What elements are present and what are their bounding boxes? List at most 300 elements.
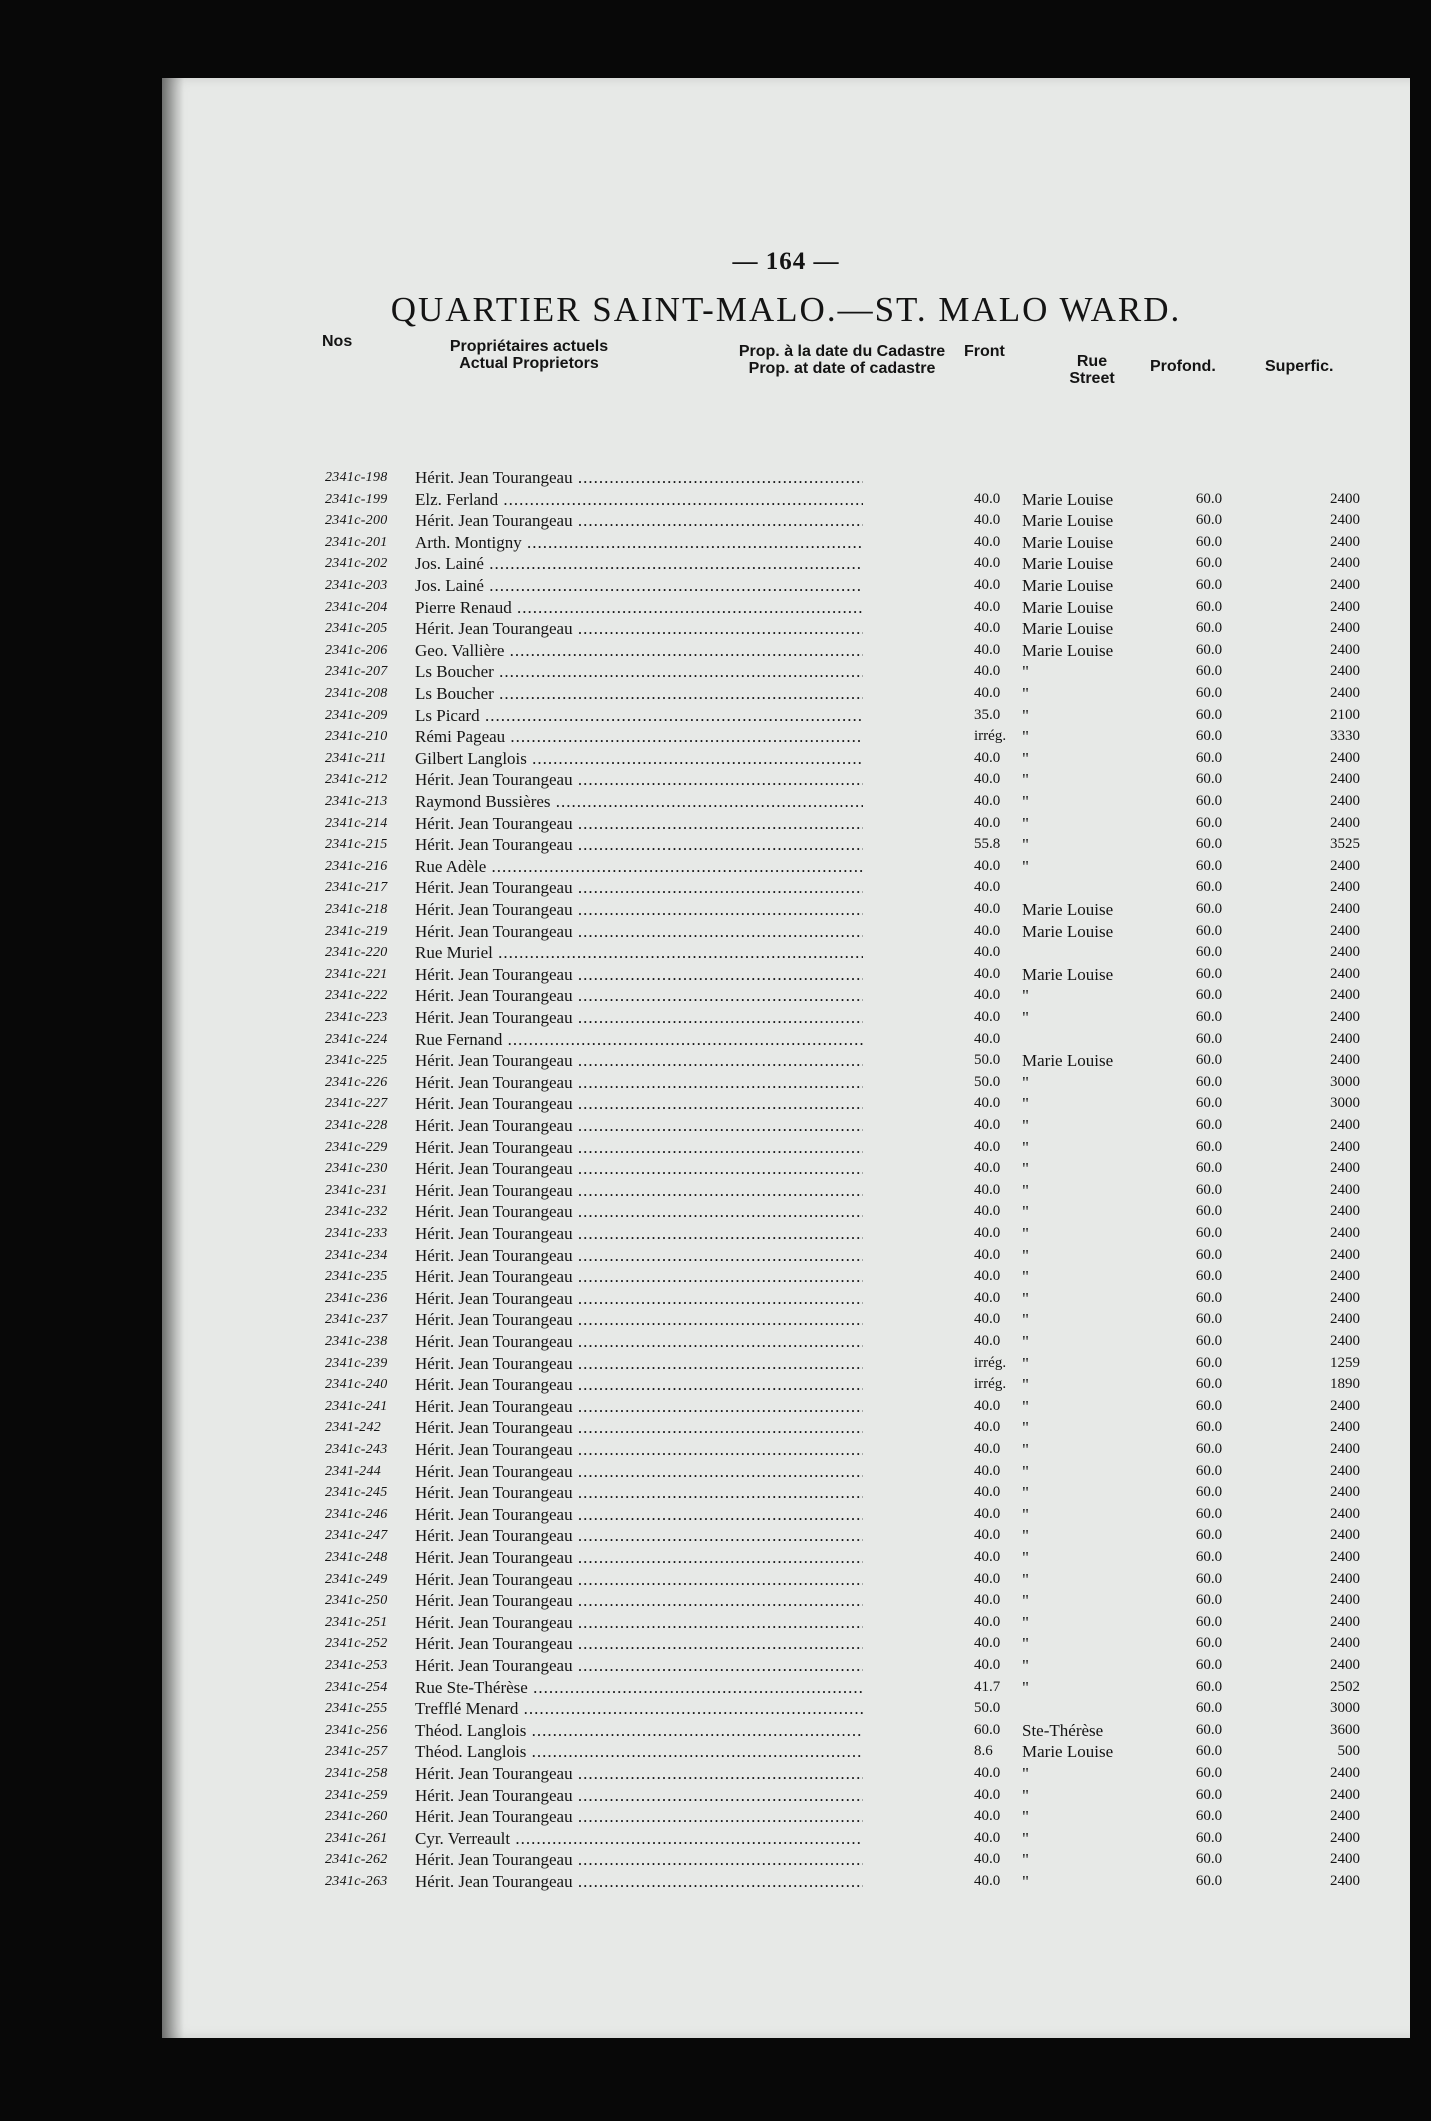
lot-number: 2341c-257: [325, 1744, 388, 1760]
table-row: [162, 510, 1410, 532]
owner-name: Hérit. Jean Tourangeau .....: [415, 1569, 863, 1591]
header-street-en: Street: [1069, 370, 1115, 387]
lot-number: 2341c-240: [325, 1377, 388, 1393]
front-value: 40.0: [974, 1138, 1001, 1155]
header-owners-en: Actual Proprietors: [459, 355, 599, 372]
area-value: 2400: [1330, 1333, 1360, 1349]
table-row: [162, 467, 1410, 489]
lot-number: 2341c-210: [325, 729, 388, 745]
lot-number: 2341c-228: [325, 1118, 388, 1133]
depth-value: 60.0: [1195, 901, 1223, 917]
owner-name: Hérit. Jean Tourangeau .....: [415, 1396, 863, 1418]
table-row: [162, 575, 1410, 597]
depth-value: 60.0: [1195, 1635, 1223, 1652]
table-row: [162, 856, 1410, 878]
owner-name: Hérit. Jean Tourangeau .....: [415, 1655, 863, 1677]
depth-value: 60.0: [1195, 555, 1223, 572]
depth-value: 60.0: [1195, 1484, 1223, 1501]
lot-number: 2341c-217: [325, 880, 388, 896]
lot-number: 2341c-254: [325, 1679, 388, 1695]
front-value: 40.0: [974, 598, 1001, 615]
lot-number: 2341c-253: [325, 1658, 388, 1673]
area-value: 2400: [1330, 1829, 1360, 1846]
street-name: ": [1022, 1137, 1029, 1157]
street-name: Marie Louise: [1022, 511, 1114, 531]
area-value: 500: [1337, 1743, 1360, 1760]
table-row: [162, 1266, 1410, 1288]
owner-name: Hérit. Jean Tourangeau .....: [415, 1612, 863, 1634]
table-row: [162, 1417, 1410, 1439]
lot-number: 2341c-220: [325, 945, 388, 961]
depth-value: 60.0: [1195, 1419, 1223, 1436]
table-row: [162, 1201, 1410, 1223]
area-value: 2400: [1330, 1181, 1360, 1198]
area-value: 3000: [1330, 1095, 1360, 1112]
area-value: 2400: [1330, 555, 1360, 572]
owner-name: Hérit. Jean Tourangeau .....: [415, 899, 863, 921]
area-value: 3525: [1330, 836, 1360, 853]
front-value: 60.0: [974, 1721, 1001, 1738]
front-value: 40.0: [974, 1873, 1001, 1889]
owner-name: Hérit. Jean Tourangeau .....: [415, 467, 863, 489]
table-row: [162, 1137, 1410, 1159]
owner-name: Hérit. Jean Tourangeau .....: [415, 1590, 863, 1612]
front-value: 40.0: [974, 1635, 1001, 1652]
street-name: Marie Louise: [1022, 597, 1114, 617]
lot-number: 2341c-239: [325, 1355, 388, 1371]
lot-number: 2341-244: [325, 1463, 382, 1479]
owner-name: Hérit. Jean Tourangeau .....: [415, 1245, 863, 1267]
depth-value: 60.0: [1195, 512, 1223, 529]
table-row: [162, 1677, 1410, 1699]
street-name: ": [1022, 1785, 1029, 1805]
lot-number: 2341c-249: [325, 1571, 388, 1587]
area-value: 2400: [1330, 1765, 1360, 1781]
lot-number: 2341c-226: [325, 1074, 388, 1090]
area-value: 2400: [1330, 1138, 1360, 1155]
area-value: 2400: [1330, 1311, 1360, 1328]
front-value: 40.0: [974, 490, 1001, 507]
table-row: [162, 1158, 1410, 1180]
lot-number: 2341c-207: [325, 664, 388, 680]
owner-name: Hérit. Jean Tourangeau .....: [415, 985, 863, 1007]
street-name: Marie Louise: [1022, 489, 1114, 509]
lot-number: 2341c-262: [325, 1852, 388, 1868]
area-value: 2400: [1330, 1009, 1360, 1025]
owner-name: Elz. Ferland .....: [415, 489, 863, 511]
table-row: [162, 1612, 1410, 1634]
area-value: 2400: [1330, 685, 1360, 701]
front-value: 40.0: [974, 512, 1001, 529]
depth-value: 60.0: [1195, 577, 1223, 593]
table-row: [162, 1547, 1410, 1569]
area-value: 2400: [1330, 1462, 1360, 1479]
table-row: [162, 1331, 1410, 1353]
area-value: 2400: [1330, 1549, 1360, 1565]
front-value: 40.0: [974, 1484, 1001, 1501]
lot-number: 2341c-221: [325, 966, 388, 982]
street-name: ": [1022, 1504, 1029, 1524]
area-value: 2400: [1330, 793, 1360, 809]
area-value: 2400: [1330, 749, 1360, 766]
owner-name: Hérit. Jean Tourangeau .....: [415, 1374, 863, 1396]
area-value: 2400: [1330, 1527, 1360, 1544]
table-row: [162, 899, 1410, 921]
lot-number: 2341c-235: [325, 1269, 388, 1285]
area-value: 2400: [1330, 1873, 1360, 1889]
lot-number: 2341c-246: [325, 1506, 388, 1522]
front-value: 40.0: [974, 1829, 1001, 1846]
front-value: 40.0: [974, 1462, 1001, 1479]
depth-value: 60.0: [1195, 1721, 1223, 1738]
area-value: 2400: [1330, 1441, 1360, 1457]
lot-number: 2341c-248: [325, 1550, 388, 1565]
owner-name: Ls Boucher .....: [415, 661, 863, 683]
table-row: [162, 1288, 1410, 1310]
lot-number: 2341c-241: [325, 1398, 388, 1414]
street-name: ": [1022, 1245, 1029, 1265]
street-name: ": [1022, 856, 1029, 876]
owner-name: Trefflé Menard .....: [415, 1698, 863, 1720]
owner-name: Ls Picard .....: [415, 705, 863, 727]
front-value: irrég.: [974, 728, 1007, 745]
street-name: Marie Louise: [1022, 1742, 1114, 1762]
owner-name: Hérit. Jean Tourangeau .....: [415, 1266, 863, 1288]
header-superfic: Superfic.: [1265, 358, 1334, 375]
depth-value: 60.0: [1195, 1376, 1223, 1393]
street-name: ": [1022, 1008, 1029, 1027]
lot-number: 2341c-216: [325, 858, 388, 874]
street-name: ": [1022, 1569, 1029, 1589]
area-value: 2400: [1330, 1613, 1360, 1630]
depth-value: 60.0: [1195, 620, 1223, 637]
front-value: 40.0: [974, 1765, 1001, 1781]
lot-number: 2341c-201: [325, 534, 388, 550]
front-value: irrég.: [974, 1376, 1007, 1393]
area-value: 1890: [1330, 1376, 1360, 1393]
header-owners: [424, 338, 634, 372]
front-value: 40.0: [974, 1441, 1001, 1457]
street-name: ": [1022, 748, 1029, 768]
depth-value: 60.0: [1195, 1462, 1223, 1479]
depth-value: 60.0: [1195, 987, 1223, 1004]
lot-number: 2341c-227: [325, 1096, 388, 1112]
depth-value: 60.0: [1195, 1333, 1223, 1349]
depth-value: 60.0: [1195, 1009, 1223, 1025]
front-value: 55.8: [974, 836, 1001, 853]
owner-name: Geo. Vallière .....: [415, 640, 863, 662]
lot-number: 2341c-222: [325, 988, 388, 1004]
owner-name: Hérit. Jean Tourangeau .....: [415, 834, 863, 856]
area-value: 2400: [1330, 1851, 1360, 1868]
lot-number: 2341c-245: [325, 1485, 388, 1501]
front-value: 40.0: [974, 1268, 1001, 1285]
front-value: 40.0: [974, 555, 1001, 572]
depth-value: 60.0: [1195, 1570, 1223, 1587]
lot-number: 2341c-252: [325, 1636, 388, 1652]
depth-value: 60.0: [1195, 879, 1223, 896]
street-name: ": [1022, 1872, 1029, 1891]
front-value: 40.0: [974, 1527, 1001, 1544]
owner-name: Hérit. Jean Tourangeau .....: [415, 510, 863, 532]
header-rue: Rue: [1076, 353, 1108, 370]
lot-number: 2341c-236: [325, 1290, 388, 1306]
table-row: [162, 1698, 1410, 1720]
area-value: 2400: [1330, 1225, 1360, 1241]
header-cadastre: [717, 343, 967, 377]
owner-name: Hérit. Jean Tourangeau .....: [415, 1871, 863, 1893]
front-value: 40.0: [974, 1808, 1001, 1825]
depth-value: 60.0: [1195, 1030, 1223, 1047]
lot-number: 2341c-218: [325, 902, 388, 917]
area-value: 2400: [1330, 490, 1360, 507]
area-value: 2400: [1330, 641, 1360, 658]
depth-value: 60.0: [1195, 663, 1223, 680]
street-name: ": [1022, 1375, 1029, 1395]
depth-value: 60.0: [1195, 1549, 1223, 1565]
table-row: [162, 1482, 1410, 1504]
header-nos: Nos: [322, 333, 353, 350]
table-row: [162, 921, 1410, 943]
street-name: ": [1022, 727, 1029, 747]
front-value: 40.0: [974, 901, 1001, 917]
area-value: 2400: [1330, 1397, 1360, 1414]
depth-value: 60.0: [1195, 685, 1223, 701]
area-value: 2400: [1330, 1160, 1360, 1177]
header-street: [1052, 353, 1132, 387]
area-value: 2400: [1330, 1786, 1360, 1803]
lot-number: 2341c-234: [325, 1247, 388, 1263]
table-row: [162, 877, 1410, 899]
area-value: 2400: [1330, 1570, 1360, 1587]
owner-name: Hérit. Jean Tourangeau .....: [415, 813, 863, 835]
table-row: [162, 748, 1410, 770]
street-name: ": [1022, 684, 1029, 703]
area-value: 2400: [1330, 1592, 1360, 1609]
lot-number: 2341c-205: [325, 621, 388, 637]
area-value: 2400: [1330, 1505, 1360, 1522]
depth-value: 60.0: [1195, 1354, 1223, 1371]
owner-name: Hérit. Jean Tourangeau .....: [415, 618, 863, 640]
area-value: 3000: [1330, 1700, 1360, 1717]
front-value: 8.6: [974, 1743, 993, 1760]
street-name: Marie Louise: [1022, 532, 1114, 552]
street-name: ": [1022, 1612, 1029, 1632]
depth-value: 60.0: [1195, 965, 1223, 982]
scanned-page: [162, 78, 1410, 2038]
table-row: [162, 597, 1410, 619]
table-row: [162, 1828, 1410, 1850]
area-value: 2100: [1330, 706, 1360, 723]
owner-name: Rue Muriel .....: [415, 942, 863, 964]
depth-value: 60.0: [1195, 1505, 1223, 1522]
table-row: [162, 1374, 1410, 1396]
table-row: [162, 1309, 1410, 1331]
owner-name: Hérit. Jean Tourangeau .....: [415, 1007, 863, 1029]
lot-number: 2341c-237: [325, 1312, 388, 1328]
front-value: 40.0: [974, 1333, 1001, 1349]
lot-number: 2341c-251: [325, 1614, 388, 1630]
front-value: 50.0: [974, 1700, 1001, 1717]
depth-value: 60.0: [1195, 1657, 1223, 1673]
depth-value: 60.0: [1195, 533, 1223, 550]
owner-name: Hérit. Jean Tourangeau .....: [415, 1806, 863, 1828]
table-row: [162, 661, 1410, 683]
area-value: 2400: [1330, 1052, 1360, 1069]
street-name: ": [1022, 1677, 1029, 1697]
depth-value: 60.0: [1195, 1678, 1223, 1695]
lot-number: 2341c-263: [325, 1874, 388, 1889]
lot-number: 2341c-202: [325, 556, 388, 572]
lot-number: 2341c-233: [325, 1226, 388, 1241]
area-value: 3330: [1330, 728, 1360, 745]
street-name: ": [1022, 1440, 1029, 1459]
front-value: 50.0: [974, 1052, 1001, 1069]
area-value: 2400: [1330, 1030, 1360, 1047]
table-row: [162, 942, 1410, 964]
depth-value: 60.0: [1195, 1095, 1223, 1112]
front-value: 40.0: [974, 1657, 1001, 1673]
front-value: 40.0: [974, 1786, 1001, 1803]
front-value: 40.0: [974, 814, 1001, 831]
area-value: 2400: [1330, 857, 1360, 874]
depth-value: 60.0: [1195, 1765, 1223, 1781]
depth-value: 60.0: [1195, 1225, 1223, 1241]
front-value: 40.0: [974, 1246, 1001, 1263]
owner-name: Hérit. Jean Tourangeau .....: [415, 1309, 863, 1331]
area-value: 2400: [1330, 1808, 1360, 1825]
street-name: ": [1022, 1159, 1029, 1179]
header-front: Front: [964, 343, 1005, 360]
owner-name: Rue Adèle .....: [415, 856, 863, 878]
owner-name: Cyr. Verreault .....: [415, 1828, 863, 1850]
area-value: 2400: [1330, 965, 1360, 982]
table-row: [162, 1763, 1410, 1785]
front-value: 41.7: [974, 1678, 1001, 1695]
owner-name: Hérit. Jean Tourangeau .....: [415, 1525, 863, 1547]
depth-value: 60.0: [1195, 1397, 1223, 1414]
area-value: 2400: [1330, 512, 1360, 529]
owner-name: Hérit. Jean Tourangeau .....: [415, 877, 863, 899]
lot-number: 2341c-219: [325, 923, 388, 939]
depth-value: 60.0: [1195, 771, 1223, 788]
area-value: 2400: [1330, 1419, 1360, 1436]
depth-value: 60.0: [1195, 1311, 1223, 1328]
front-value: 40.0: [974, 663, 1001, 680]
lot-number: 2341c-208: [325, 686, 388, 701]
street-name: ": [1022, 1202, 1029, 1222]
owner-name: Théod. Langlois .....: [415, 1720, 863, 1742]
street-name: ": [1022, 1828, 1029, 1848]
table-row: [162, 683, 1410, 705]
depth-value: 60.0: [1195, 728, 1223, 745]
owner-name: Hérit. Jean Tourangeau .....: [415, 1785, 863, 1807]
street-name: ": [1022, 792, 1029, 811]
table-row: [162, 1633, 1410, 1655]
front-value: 40.0: [974, 1851, 1001, 1868]
area-value: 2400: [1330, 1117, 1360, 1133]
table-row: [162, 1741, 1410, 1763]
owner-name: Hérit. Jean Tourangeau .....: [415, 1331, 863, 1353]
street-name: Marie Louise: [1022, 964, 1114, 984]
street-name: ": [1022, 1634, 1029, 1654]
street-name: Marie Louise: [1022, 619, 1114, 639]
table-row: [162, 1223, 1410, 1245]
depth-value: 60.0: [1195, 1829, 1223, 1846]
depth-value: 60.0: [1195, 749, 1223, 766]
owner-name: Hérit. Jean Tourangeau .....: [415, 1504, 863, 1526]
area-value: 2400: [1330, 814, 1360, 831]
front-value: 40.0: [974, 793, 1001, 809]
lot-number: 2341c-213: [325, 794, 388, 809]
front-value: 50.0: [974, 1073, 1001, 1090]
front-value: 40.0: [974, 1009, 1001, 1025]
page-title: QUARTIER SAINT-MALO.—ST. MALO WARD.: [390, 290, 1182, 329]
lot-number: 2341c-238: [325, 1334, 388, 1349]
front-value: 40.0: [974, 771, 1001, 788]
owner-name: Hérit. Jean Tourangeau .....: [415, 1482, 863, 1504]
front-value: 40.0: [974, 1397, 1001, 1414]
street-name: ": [1022, 1288, 1029, 1308]
owner-name: Rémi Pageau .....: [415, 726, 863, 748]
area-value: 1259: [1330, 1354, 1360, 1371]
street-name: ": [1022, 662, 1029, 682]
area-value: 2400: [1330, 1635, 1360, 1652]
table-row: [162, 964, 1410, 986]
owner-name: Jos. Lainé .....: [415, 575, 863, 597]
depth-value: 60.0: [1195, 836, 1223, 853]
area-value: 2400: [1330, 922, 1360, 939]
owner-name: Hérit. Jean Tourangeau .....: [415, 1547, 863, 1569]
lot-number: 2341-242: [325, 1420, 382, 1436]
owner-name: Hérit. Jean Tourangeau .....: [415, 1353, 863, 1375]
table-row: [162, 769, 1410, 791]
owner-name: Hérit. Jean Tourangeau .....: [415, 1180, 863, 1202]
front-value: irrég.: [974, 1354, 1007, 1371]
owner-name: Hérit. Jean Tourangeau .....: [415, 1849, 863, 1871]
owner-name: Hérit. Jean Tourangeau .....: [415, 1763, 863, 1785]
front-value: 40.0: [974, 641, 1001, 658]
front-value: 40.0: [974, 577, 1001, 593]
depth-value: 60.0: [1195, 1808, 1223, 1825]
front-value: 40.0: [974, 1117, 1001, 1133]
owner-name: Raymond Bussières .....: [415, 791, 863, 813]
area-value: 2400: [1330, 944, 1360, 961]
lot-number: 2341c-224: [325, 1031, 388, 1047]
lot-number: 2341c-255: [325, 1701, 388, 1717]
page-content: [162, 78, 1410, 2038]
front-value: 40.0: [974, 1549, 1001, 1565]
owner-name: Hérit. Jean Tourangeau .....: [415, 1093, 863, 1115]
owner-name: Rue Fernand .....: [415, 1029, 863, 1051]
street-name: ": [1022, 1807, 1029, 1827]
lot-number: 2341c-203: [325, 578, 388, 593]
lot-number: 2341c-243: [325, 1442, 388, 1457]
lot-number: 2341c-230: [325, 1161, 388, 1177]
table-row: [162, 1461, 1410, 1483]
area-value: 2400: [1330, 663, 1360, 680]
owner-name: Arth. Montigny .....: [415, 532, 863, 554]
lot-number: 2341c-198: [325, 470, 388, 485]
street-name: ": [1022, 705, 1029, 725]
lot-number: 2341c-223: [325, 1010, 388, 1025]
depth-value: 60.0: [1195, 944, 1223, 961]
lot-number: 2341c-247: [325, 1528, 388, 1544]
table-row: [162, 1029, 1410, 1051]
depth-value: 60.0: [1195, 1743, 1223, 1760]
street-name: Marie Louise: [1022, 900, 1114, 919]
front-value: 40.0: [974, 944, 1001, 961]
